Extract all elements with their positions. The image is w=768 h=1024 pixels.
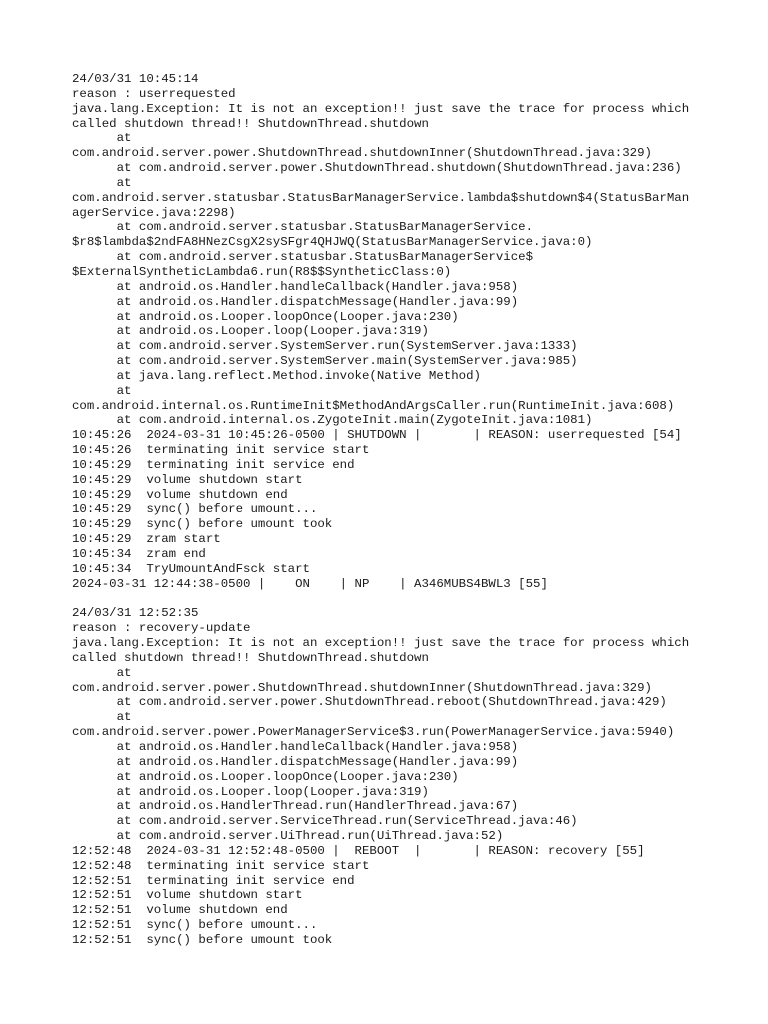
log-line: at com.android.server.ServiceThread.run(ServiceThread.java:46) bbox=[72, 814, 578, 829]
log-line: at android.os.Handler.handleCallback(Handler.java:958) bbox=[72, 739, 519, 754]
log-line: 10:45:34 zram end bbox=[72, 547, 206, 561]
log-line: com.android.server.power.PowerManagerService$3.run(PowerManagerService.java:5940) bbox=[72, 725, 675, 740]
log-line: 12:52:51 sync() before umount took bbox=[72, 932, 333, 947]
log-line: at bbox=[72, 665, 132, 680]
log-line: at com.android.server.statusbar.StatusBarManagerService. bbox=[72, 220, 534, 235]
log-line: 10:45:26 2024-03-31 10:45:26-0500 | SHUTDOWN | | REASON: userrequested [54] bbox=[72, 428, 682, 443]
log-line: at java.lang.reflect.Method.invoke(Native Method) bbox=[72, 368, 481, 383]
log-line: at android.os.Looper.loop(Looper.java:319) bbox=[72, 324, 429, 339]
log-line: 12:52:48 2024-03-31 12:52:48-0500 | REBOOT | | REASON: recovery [55] bbox=[72, 843, 645, 858]
log-line: 24/03/31 12:52:35 bbox=[72, 606, 199, 621]
log-line: 12:52:51 volume shutdown start bbox=[72, 888, 303, 903]
log-line: at bbox=[72, 383, 132, 398]
log-line: 12:52:51 sync() before umount... bbox=[72, 918, 318, 933]
log-line: 10:45:26 terminating init service start bbox=[72, 443, 370, 458]
log-line: at android.os.Handler.dispatchMessage(Handler.java:99) bbox=[72, 294, 519, 309]
log-line: at android.os.Looper.loop(Looper.java:319) bbox=[72, 784, 429, 799]
log-line: at bbox=[72, 131, 132, 146]
log-line: com.android.server.power.ShutdownThread.shutdownInner(ShutdownThread.java:329) bbox=[72, 146, 652, 161]
log-line: at com.android.server.statusbar.StatusBarManagerService$ bbox=[72, 250, 534, 265]
log-line: 12:52:51 volume shutdown end bbox=[72, 903, 288, 918]
log-line: 2024-03-31 12:44:38-0500 | ON | NP | A346MUBS4BWL3 [55] bbox=[72, 576, 548, 591]
log-line: at bbox=[72, 175, 132, 190]
log-line: 10:45:29 sync() before umount took bbox=[72, 517, 333, 532]
log-line: 24/03/31 10:45:14 bbox=[72, 72, 199, 86]
log-line: at android.os.Handler.handleCallback(Handler.java:958) bbox=[72, 279, 519, 294]
log-line: 10:45:29 sync() before umount... bbox=[72, 502, 318, 517]
log-document bbox=[72, 72, 712, 948]
log-line: reason : recovery-update bbox=[72, 621, 251, 636]
log-line: 10:45:29 terminating init service end bbox=[72, 457, 355, 472]
log-line: com.android.server.statusbar.StatusBarManagerService.lambda$shutdown$4(StatusBarMan bbox=[72, 190, 690, 205]
log-line: $ExternalSyntheticLambda6.run(R8$$SyntheticClass:0) bbox=[72, 264, 452, 279]
log-line: java.lang.Exception: It is not an exception!! just save the trace for process which bbox=[72, 636, 690, 651]
log-line: at android.os.Looper.loopOnce(Looper.java:230) bbox=[72, 769, 459, 784]
log-line: com.android.internal.os.RuntimeInit$MethodAndArgsCaller.run(RuntimeInit.java:608) bbox=[72, 398, 675, 413]
log-line: at com.android.server.SystemServer.run(SystemServer.java:1333) bbox=[72, 339, 578, 354]
log-line: 10:45:29 zram start bbox=[72, 532, 221, 547]
log-line: $r8$lambda$2ndFA8HNezCsgX2sySFgr4QHJWQ(StatusBarManagerService.java:0) bbox=[72, 235, 593, 250]
log-line: 10:45:34 TryUmountAndFsck start bbox=[72, 561, 310, 576]
blank-line bbox=[72, 592, 712, 607]
log-line: agerService.java:2298) bbox=[72, 205, 236, 220]
log-line: reason : userrequested bbox=[72, 86, 236, 101]
log-line: at com.android.server.power.ShutdownThread.shutdown(ShutdownThread.java:236) bbox=[72, 161, 682, 176]
log-line: at com.android.server.SystemServer.main(SystemServer.java:985) bbox=[72, 354, 578, 369]
log-line: at com.android.server.UiThread.run(UiThread.java:52) bbox=[72, 829, 504, 844]
log-line: at android.os.Looper.loopOnce(Looper.java:230) bbox=[72, 309, 459, 324]
log-line: at android.os.Handler.dispatchMessage(Handler.java:99) bbox=[72, 754, 519, 769]
log-line: at com.android.server.power.ShutdownThread.reboot(ShutdownThread.java:429) bbox=[72, 695, 667, 710]
log-line: 12:52:48 terminating init service start bbox=[72, 858, 370, 873]
log-line: com.android.server.power.ShutdownThread.shutdownInner(ShutdownThread.java:329) bbox=[72, 680, 652, 695]
log-line: 12:52:51 terminating init service end bbox=[72, 873, 355, 888]
log-line: called shutdown thread!! ShutdownThread.shutdown bbox=[72, 650, 429, 665]
log-line: at com.android.internal.os.ZygoteInit.main(ZygoteInit.java:1081) bbox=[72, 413, 593, 428]
log-line: 10:45:29 volume shutdown end bbox=[72, 487, 288, 502]
log-line: 10:45:29 volume shutdown start bbox=[72, 472, 303, 487]
log-line: java.lang.Exception: It is not an exception!! just save the trace for process which bbox=[72, 101, 690, 116]
log-line: at bbox=[72, 710, 132, 725]
log-line: at android.os.HandlerThread.run(HandlerThread.java:67) bbox=[72, 799, 519, 814]
log-line: called shutdown thread!! ShutdownThread.shutdown bbox=[72, 116, 429, 131]
